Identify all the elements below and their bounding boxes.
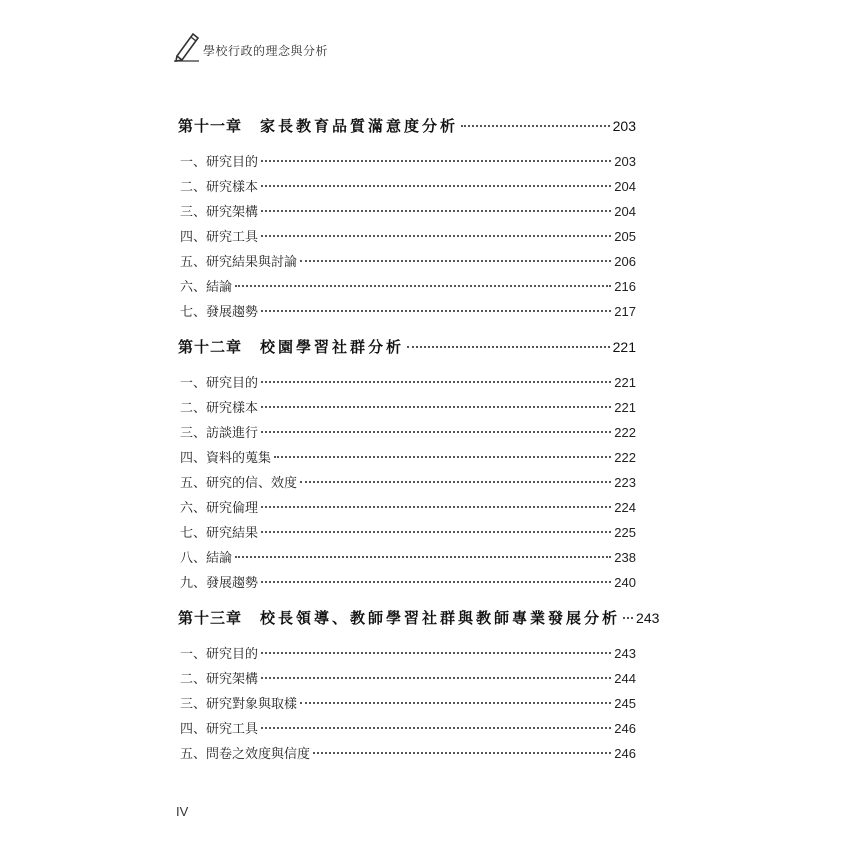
chapter-heading[interactable] (178, 607, 660, 631)
dot-leader (274, 456, 611, 458)
entry-page-number: 246 (614, 746, 636, 761)
entry-page-number: 238 (614, 550, 636, 565)
dot-leader (261, 677, 611, 679)
toc-entry[interactable] (178, 301, 636, 326)
entry-page-number: 217 (614, 304, 636, 319)
entry-label: 一、研究目的 (180, 647, 259, 662)
chapter-title: 校園學習社群分析 (260, 338, 405, 356)
dot-leader (235, 285, 611, 287)
dot-leader (261, 185, 611, 187)
chapter-heading[interactable] (178, 115, 636, 139)
dot-leader (313, 752, 611, 754)
entry-label: 二、研究架構 (180, 672, 259, 687)
entry-label: 三、研究對象與取樣 (180, 697, 298, 712)
entry-label: 五、研究結果與討論 (180, 255, 298, 270)
pencil-icon (173, 30, 201, 62)
entry-label: 二、研究樣本 (180, 401, 259, 416)
entry-label: 八、結論 (180, 551, 233, 566)
entry-label: 四、資料的蒐集 (180, 451, 272, 466)
entry-page-number: 204 (614, 204, 636, 219)
entry-label: 七、研究結果 (180, 526, 259, 541)
page-number: IV (176, 804, 189, 819)
dot-leader (261, 381, 611, 383)
toc-entry[interactable] (178, 668, 636, 693)
toc-entry[interactable] (178, 176, 636, 201)
entry-label: 六、研究倫理 (180, 501, 259, 516)
toc-entry[interactable] (178, 372, 636, 397)
entry-label: 四、研究工具 (180, 230, 259, 245)
toc-entry[interactable] (178, 251, 636, 276)
toc-entry[interactable] (178, 522, 636, 547)
dot-leader (461, 125, 610, 127)
toc-entry[interactable] (178, 693, 636, 718)
entry-page-number: 222 (614, 425, 636, 440)
chapter-page-number: 243 (636, 610, 660, 626)
entry-page-number: 225 (614, 525, 636, 540)
dot-leader (261, 235, 611, 237)
toc-entry[interactable] (178, 422, 636, 447)
toc-entry[interactable] (178, 743, 636, 768)
entry-page-number: 204 (614, 179, 636, 194)
dot-leader (261, 652, 611, 654)
entry-page-number: 221 (614, 375, 636, 390)
dot-leader (261, 581, 611, 583)
toc-entry[interactable] (178, 497, 636, 522)
entry-page-number: 205 (614, 229, 636, 244)
table-of-contents (178, 115, 660, 768)
dot-leader (261, 431, 611, 433)
running-header (173, 30, 328, 62)
toc-entry[interactable] (178, 572, 636, 597)
toc-entry[interactable] (178, 276, 636, 301)
entry-page-number: 206 (614, 254, 636, 269)
entry-label: 三、研究架構 (180, 205, 259, 220)
entry-page-number: 203 (614, 154, 636, 169)
dot-leader (261, 406, 611, 408)
chapter-number: 第十二章 (178, 338, 243, 356)
dot-leader (261, 506, 611, 508)
entry-label: 一、研究目的 (180, 376, 259, 391)
toc-entry[interactable] (178, 643, 636, 668)
toc-entry[interactable] (178, 226, 636, 251)
toc-entry[interactable] (178, 447, 636, 472)
toc-entry[interactable] (178, 151, 636, 176)
entry-label: 七、發展趨勢 (180, 305, 259, 320)
entry-page-number: 246 (614, 721, 636, 736)
entry-page-number: 224 (614, 500, 636, 515)
toc-entry[interactable] (178, 472, 636, 497)
entry-page-number: 243 (614, 646, 636, 661)
chapter-title: 校長領導、教師學習社群與教師專業發展分析 (260, 609, 621, 627)
dot-leader (300, 481, 611, 483)
dot-leader (235, 556, 611, 558)
entry-page-number: 221 (614, 400, 636, 415)
chapter-heading[interactable] (178, 336, 636, 360)
chapter-title: 家長教育品質滿意度分析 (260, 117, 459, 135)
entry-label: 一、研究目的 (180, 155, 259, 170)
chapter-page-number: 203 (612, 118, 636, 134)
dot-leader (261, 160, 611, 162)
entry-page-number: 222 (614, 450, 636, 465)
dot-leader (261, 310, 611, 312)
chapter-number: 第十三章 (178, 609, 243, 627)
entry-label: 三、訪談進行 (180, 426, 259, 441)
dot-leader (623, 617, 633, 619)
toc-entry[interactable] (178, 397, 636, 422)
entry-label: 四、研究工具 (180, 722, 259, 737)
dot-leader (261, 210, 611, 212)
toc-entry[interactable] (178, 201, 636, 226)
entry-page-number: 245 (614, 696, 636, 711)
entry-label: 五、研究的信、效度 (180, 476, 298, 491)
entry-label: 六、結論 (180, 280, 233, 295)
dot-leader (261, 727, 611, 729)
entry-page-number: 223 (614, 475, 636, 490)
entry-label: 五、問卷之效度與信度 (180, 747, 311, 762)
chapter-number: 第十一章 (178, 117, 243, 135)
book-title: 學校行政的理念與分析 (203, 43, 329, 58)
dot-leader (300, 260, 611, 262)
entry-label: 二、研究樣本 (180, 180, 259, 195)
entry-label: 九、發展趨勢 (180, 576, 259, 591)
entry-page-number: 240 (614, 575, 636, 590)
dot-leader (407, 346, 610, 348)
toc-entry[interactable] (178, 547, 636, 572)
entry-page-number: 244 (614, 671, 636, 686)
toc-entry[interactable] (178, 718, 636, 743)
chapter-page-number: 221 (612, 339, 636, 355)
entry-page-number: 216 (614, 279, 636, 294)
dot-leader (300, 702, 611, 704)
dot-leader (261, 531, 611, 533)
